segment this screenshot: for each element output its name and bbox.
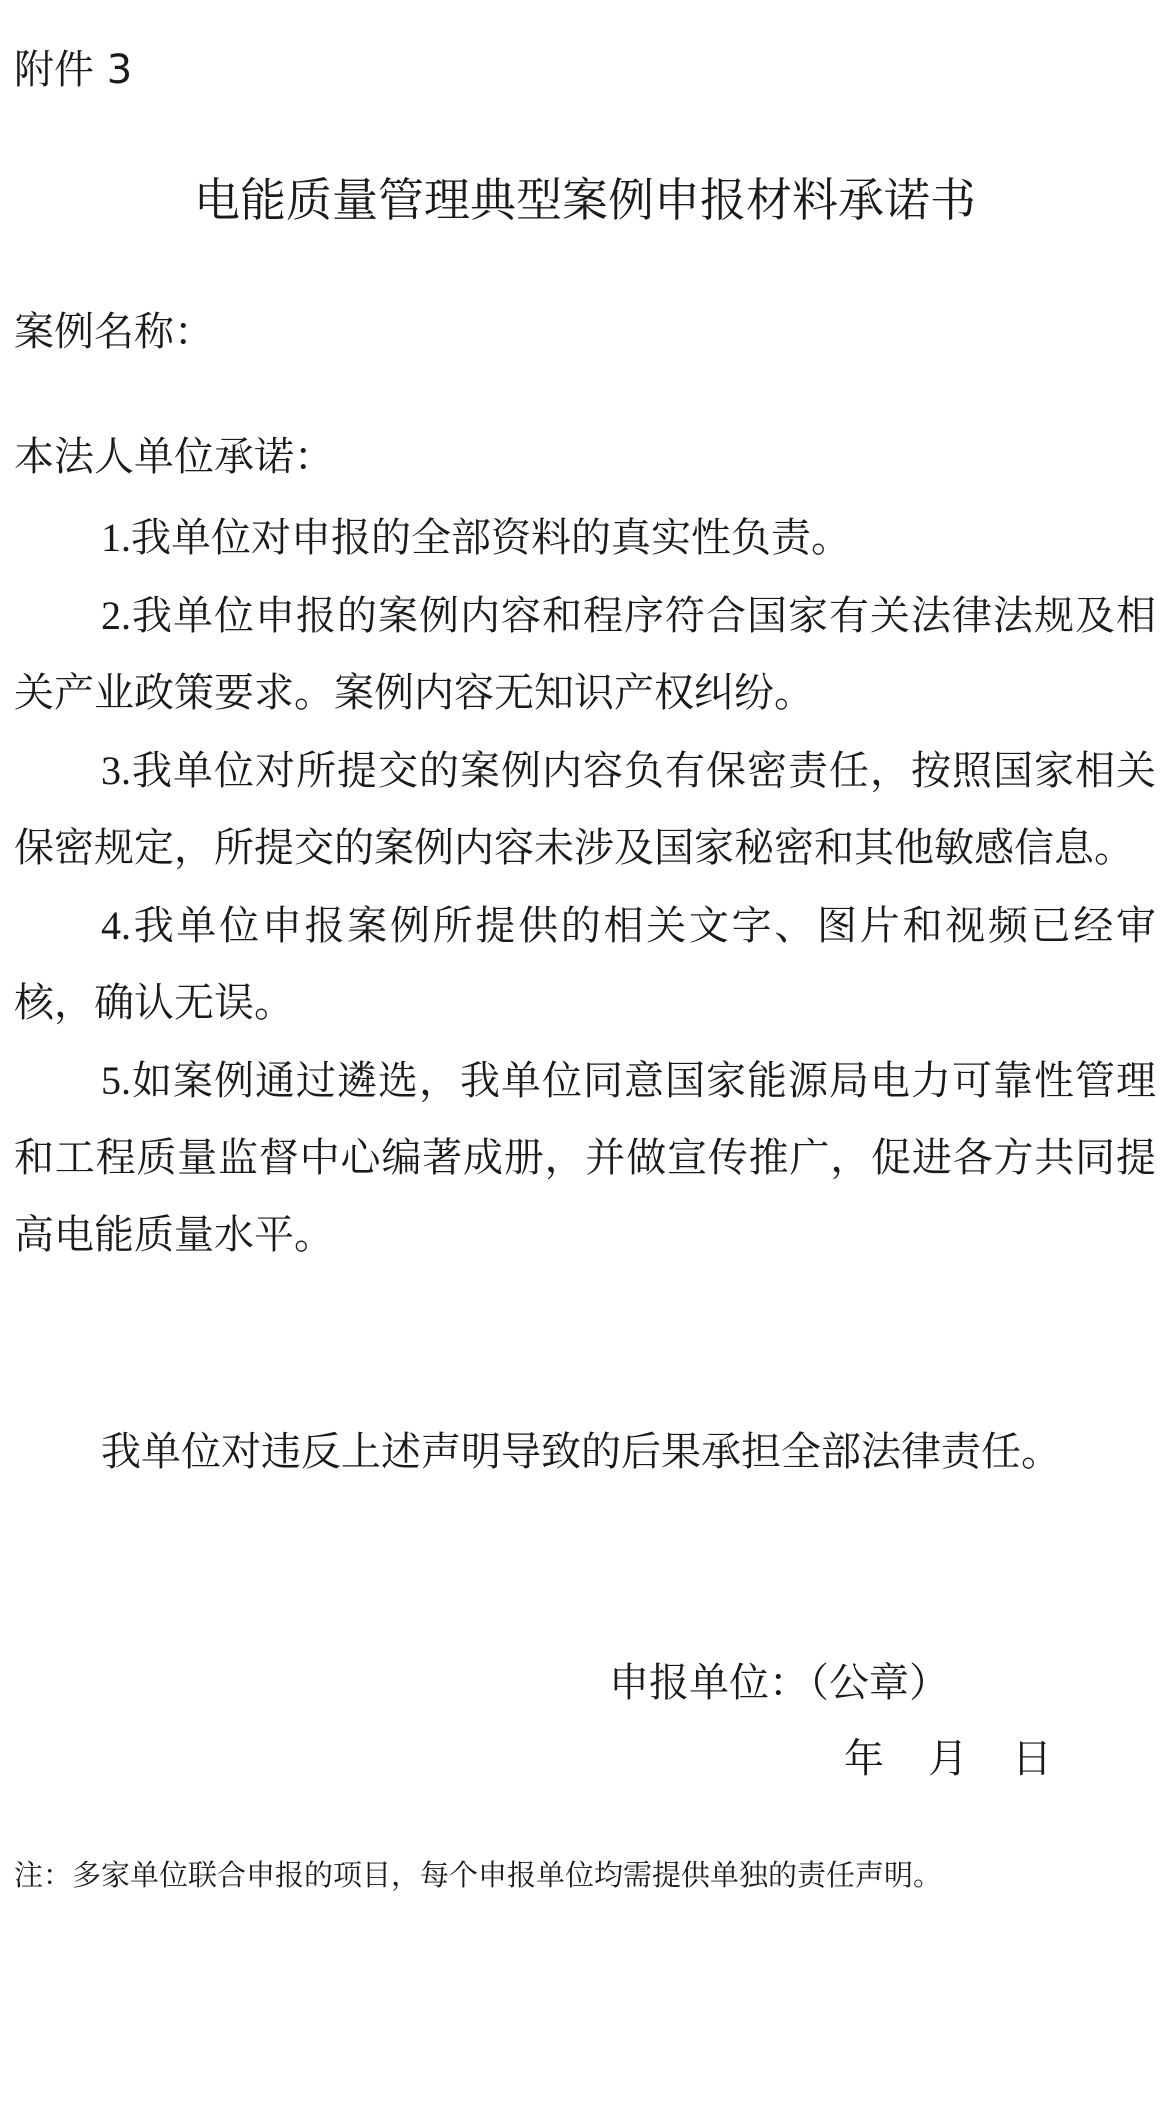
item-number: 3.: [101, 748, 131, 793]
attachment-label: 附件 3: [14, 47, 133, 93]
item-number: 5.: [101, 1058, 131, 1103]
commitment-item: [14, 1042, 1156, 1274]
date-month: 月: [928, 1736, 968, 1782]
commitment-item: [14, 577, 1156, 732]
item-number: 4.: [101, 903, 131, 948]
commitment-item: [14, 887, 1156, 1042]
item-text: 我单位对申报的全部资料的真实性负责。: [131, 515, 851, 561]
item-text: 我单位申报的案例内容和程序符合国家有关法律法规及相关产业政策要求。案例内容无知识产权纠纷。: [14, 593, 1156, 716]
commitment-item: [14, 499, 1156, 577]
item-number: 2.: [101, 593, 131, 638]
commitment-item: [14, 732, 1156, 887]
item-text: 我单位申报案例所提供的相关文字、图片和视频已经审核，确认无误。: [14, 903, 1156, 1026]
date-day: 日: [1012, 1736, 1052, 1782]
commitment-intro: 本法人单位承诺：: [14, 434, 334, 480]
date-line: [844, 1727, 1052, 1791]
case-name-label: 案例名称：: [14, 309, 214, 355]
applicant-seal-label: 申报单位：（公章）: [609, 1660, 949, 1706]
item-text: 我单位对所提交的案例内容负有保密责任，按照国家相关保密规定，所提交的案例内容未涉及国家秘密和其他敏感信息。: [14, 748, 1156, 871]
document-title: 电能质量管理典型案例申报材料承诺书: [194, 173, 976, 227]
footnote: 注：多家单位联合申报的项目，每个申报单位均需提供单独的责任声明。: [14, 1858, 943, 1892]
item-text: 如案例通过遴选，我单位同意国家能源局电力可靠性管理和工程质量监督中心编著成册，并做宣传推广，促进各方共同提高电能质量水平。: [14, 1058, 1156, 1258]
closing-statement: 我单位对违反上述声明导致的后果承担全部法律责任。: [101, 1429, 1061, 1475]
date-year: 年: [844, 1736, 884, 1782]
commitment-list: [14, 499, 1156, 1274]
item-number: 1.: [101, 515, 131, 560]
